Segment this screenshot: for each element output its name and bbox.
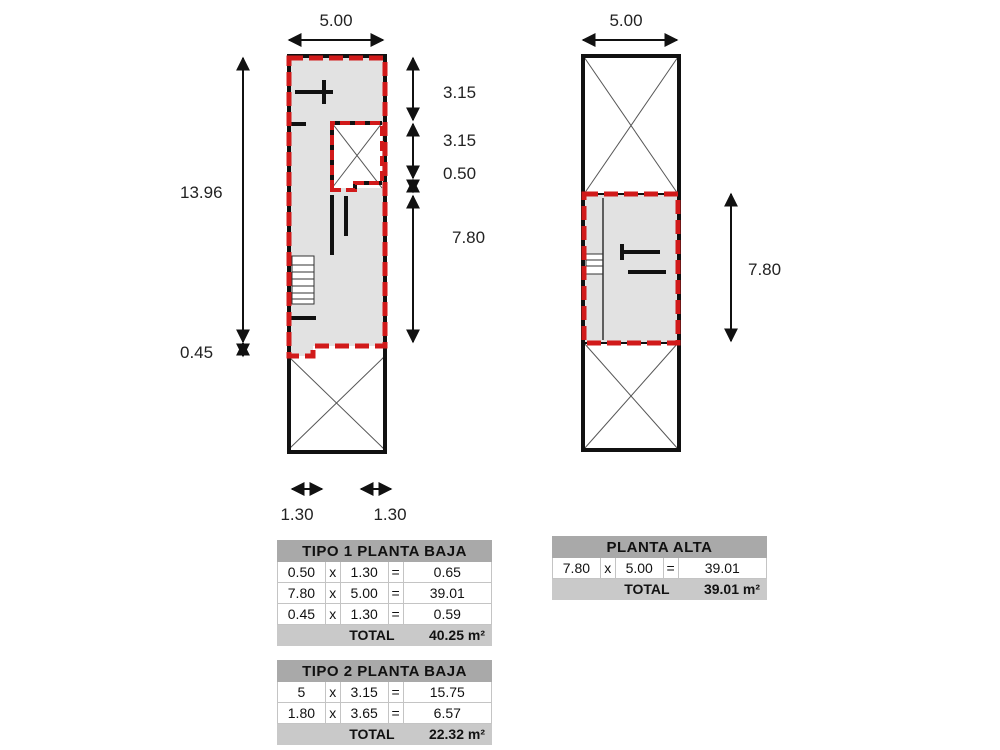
left-highlight-area: [289, 58, 385, 356]
table-alta-total-value: 39.01 m²: [678, 579, 766, 600]
table-row: 1.80 x 3.65 = 6.57: [278, 703, 492, 724]
table-total-row: [553, 579, 767, 600]
table-tipo1-total-value: 40.25 m²: [403, 625, 491, 646]
table-alta-total-label: TOTAL: [553, 579, 679, 600]
left-seg4-label: 7.80: [452, 228, 486, 247]
right-plan: [583, 11, 781, 450]
left-seg2-label: 3.15: [443, 131, 477, 150]
table-row: 7.80 x 5.00 = 39.01: [553, 558, 767, 579]
left-seg1-label: 3.15: [443, 83, 477, 102]
left-plan: [180, 11, 485, 524]
table-row: 5 x 3.15 = 15.75: [278, 682, 492, 703]
left-void-cross: [288, 356, 385, 450]
table-total-row: [278, 724, 492, 745]
right-height-label: 7.80: [748, 260, 782, 279]
left-bottom-small-label: 0.45: [180, 343, 214, 362]
table-tipo1: [277, 540, 492, 646]
right-stairs: [586, 254, 603, 274]
left-width-label: 5.00: [319, 11, 353, 30]
table-tipo2-total-label: TOTAL: [278, 724, 404, 745]
right-width-label: 5.00: [609, 11, 643, 30]
table-row: 0.50 x 1.30 = 0.65: [278, 562, 492, 583]
table-total-row: [278, 625, 492, 646]
table-planta-alta: [552, 536, 767, 600]
left-total-height-label: 13.96: [180, 183, 223, 202]
left-bottom-left-width-label: 1.30: [280, 505, 314, 524]
table-alta-title: PLANTA ALTA: [553, 537, 767, 558]
left-stairs: [292, 256, 314, 304]
table-tipo1-title: TIPO 1 PLANTA BAJA: [278, 541, 492, 562]
table-row: 7.80 x 5.00 = 39.01: [278, 583, 492, 604]
left-seg3-label: 0.50: [443, 164, 477, 183]
table-tipo2: [277, 660, 492, 745]
table-tipo2-title: TIPO 2 PLANTA BAJA: [278, 661, 492, 682]
table-row: 0.45 x 1.30 = 0.59: [278, 604, 492, 625]
left-bottom-right-width-label: 1.30: [373, 505, 407, 524]
table-tipo2-total-value: 22.32 m²: [403, 724, 491, 745]
table-tipo1-total-label: TOTAL: [278, 625, 404, 646]
